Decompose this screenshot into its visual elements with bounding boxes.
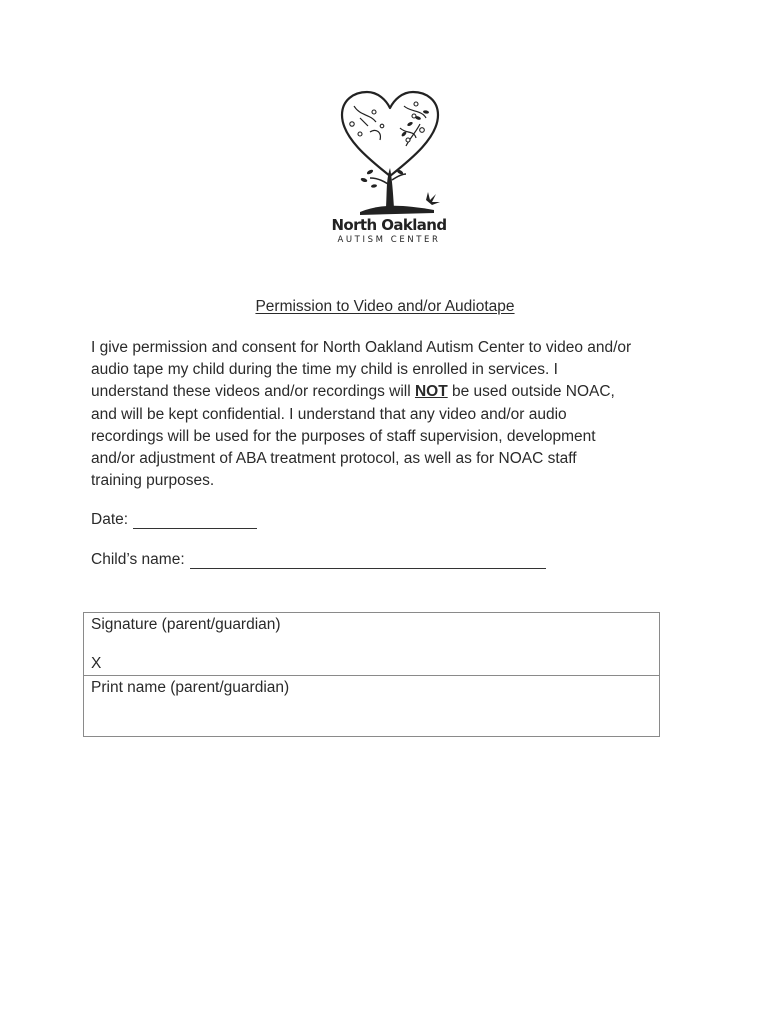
date-field-row — [91, 511, 257, 529]
print-name-cell[interactable] — [84, 676, 659, 736]
child-name-blank[interactable] — [190, 552, 546, 569]
paragraph-line — [91, 381, 711, 403]
signature-cell[interactable] — [84, 613, 659, 676]
consent-paragraph — [91, 337, 711, 492]
paragraph-line: I give permission and consent for North Oakland Autism Center to video and/or — [91, 339, 632, 356]
paragraph-line: and/or adjustment of ABA treatment protocol, as well as for NOAC staff — [91, 450, 577, 468]
paragraph-line: and will be kept confidential. I understand that any video and/or audio — [91, 405, 567, 423]
paragraph-text: be used outside NOAC, — [447, 383, 615, 401]
print-name-label: Print name (parent/guardian) — [91, 679, 290, 696]
date-label: Date: — [91, 511, 129, 528]
heart-tree-icon — [330, 88, 450, 216]
paragraph-text: understand these videos and/or recordings will — [91, 383, 415, 401]
child-name-field-row — [91, 551, 546, 569]
child-name-label: Child’s name: — [91, 551, 185, 568]
paragraph-line: training purposes. — [91, 472, 215, 490]
signature-label: Signature (parent/guardian) — [91, 616, 281, 633]
north-oakland-logo — [330, 88, 450, 250]
logo-subtitle: AUTISM CENTER — [337, 235, 441, 245]
signature-table — [83, 612, 660, 737]
emphasis-not: NOT — [414, 383, 448, 401]
paragraph-line: audio tape my child during the time my child is enrolled in services. I — [91, 361, 558, 379]
date-blank[interactable] — [133, 512, 257, 529]
document-title: Permission to Video and/or Audiotape — [255, 298, 515, 315]
signature-mark: X — [91, 655, 102, 672]
paragraph-line: recordings will be used for the purposes of staff supervision, development — [91, 427, 596, 445]
logo-name: North Oakland — [331, 216, 447, 234]
